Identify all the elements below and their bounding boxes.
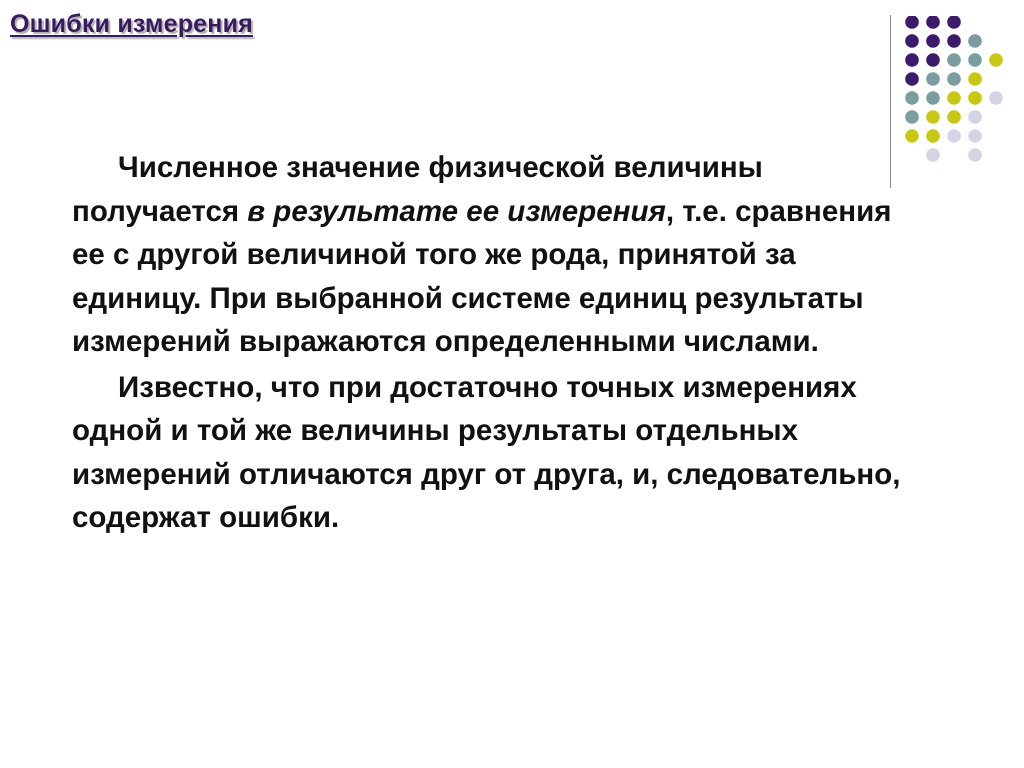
- decorative-dot: [947, 91, 961, 105]
- decorative-dot: [926, 91, 940, 105]
- paragraph-1: [72, 146, 912, 364]
- decorative-dot: [947, 34, 961, 48]
- decorative-dot: [947, 53, 961, 67]
- paragraph-2: Известно, что при достаточно точных измерениях одной и той же величины результаты отдельных измерений отличаются друг от друга, и, следовательно, содержат ошибки.: [72, 370, 901, 534]
- decorative-dot: [947, 72, 961, 86]
- decorative-dot: [968, 91, 982, 105]
- decorative-dot: [905, 110, 919, 124]
- decorative-dot: [926, 34, 940, 48]
- decorative-dot: [968, 72, 982, 86]
- decorative-dot-grid: [904, 16, 1014, 166]
- decorative-dot: [905, 53, 919, 67]
- paragraph-1-part-2: , т.е. сравнения ее с другой величиной того же рода, принятой за единицу. При выбранной системе единиц результаты измерений выражаются определенными числами.: [72, 194, 892, 358]
- decorative-dot: [926, 110, 940, 124]
- decorative-dot: [905, 34, 919, 48]
- decorative-dot: [947, 110, 961, 124]
- decorative-dot: [926, 16, 940, 29]
- decorative-dot: [905, 91, 919, 105]
- paragraph-1-italic: в результате ее измерения: [247, 194, 666, 228]
- decorative-dot: [968, 110, 982, 124]
- decorative-dot: [968, 53, 982, 67]
- decorative-dot: [968, 129, 982, 143]
- decorative-dot: [989, 53, 1003, 67]
- decorative-dot: [926, 148, 940, 162]
- decorative-dot: [989, 91, 1003, 105]
- decorative-dot: [968, 34, 982, 48]
- slide-title: Ошибки измерения: [10, 10, 253, 38]
- decorative-dot: [905, 16, 919, 29]
- decorative-dot: [905, 129, 919, 143]
- decorative-dot: [926, 53, 940, 67]
- decorative-dot: [947, 129, 961, 143]
- paragraph-1-part-1: Численное значение физической величины получается: [72, 151, 763, 228]
- decorative-dot: [926, 129, 940, 143]
- decorative-dot: [926, 72, 940, 86]
- slide-body: [72, 146, 912, 540]
- decorative-dot: [968, 148, 982, 162]
- decorative-dot: [947, 16, 961, 29]
- decorative-dot: [905, 72, 919, 86]
